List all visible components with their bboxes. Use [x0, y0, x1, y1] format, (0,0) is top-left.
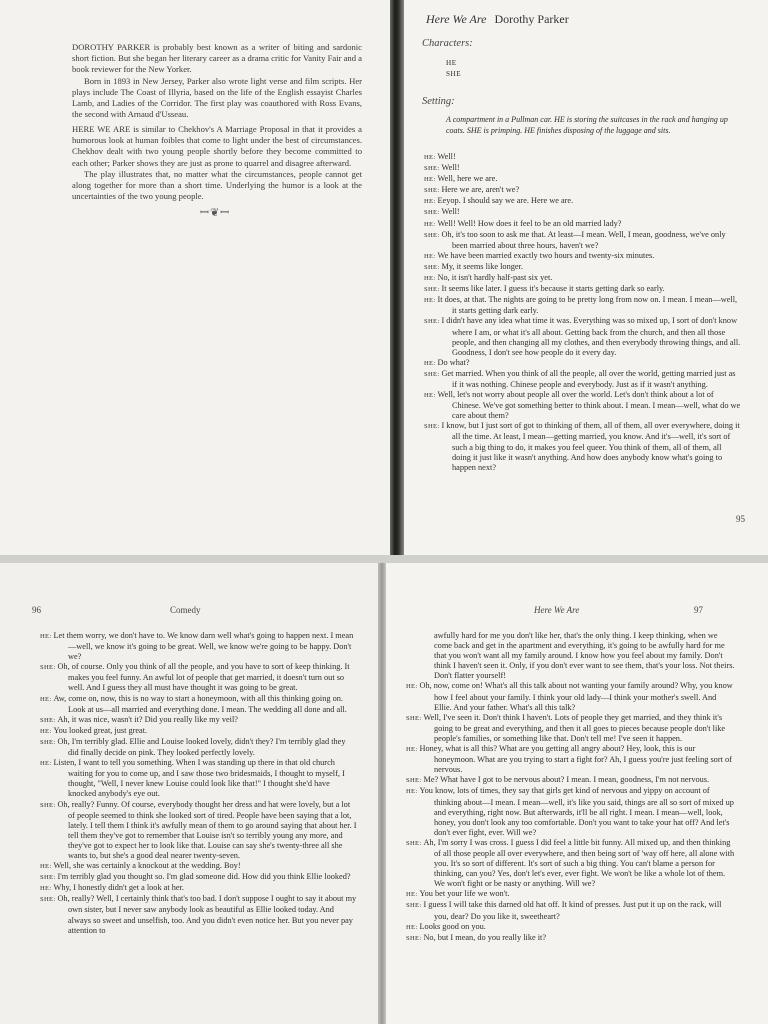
- dialogue-text: Looks good on you.: [419, 921, 486, 931]
- dialogue-text: I didn't have any idea what time it was. Everything was so mixed up, I sort of don't know where I am, or what it's all about. Getting back from the church, and then all those people, and then changing all my clothes, and then everybody throwing things, and all. Goodness, I don't see how people do it every day.: [441, 316, 741, 357]
- speaker-label: HE:: [424, 154, 438, 161]
- dialogue-line: [406, 933, 736, 944]
- dialogue-text: Well, let's not worry about people all over the world. Let's don't think about a lot of Chinese. We've got something better to think about. I mean. I mean—well, what do we care about them?: [437, 390, 741, 421]
- speaker-label: HE:: [40, 760, 54, 768]
- speaker-label: HE:: [406, 923, 420, 931]
- dialogue-line: [40, 715, 358, 726]
- speaker-label: SHE:: [424, 209, 442, 217]
- speaker-label: SHE:: [406, 839, 424, 847]
- play-title-header: [426, 12, 569, 27]
- character-list: [446, 58, 461, 80]
- dialogue-line: [406, 922, 736, 933]
- play-intro: [72, 124, 362, 202]
- speaker-label: HE:: [40, 885, 54, 893]
- bio-paragraph-2: Born in 1893 in New Jersey, Parker also wrote light verse and film scripts. Her plays include The Coast of Illyria, based on the life of the English essayist Charles Lamb, and Ladies of the Corridor. The first play was coauthored with Ross Evans, the second with Arnaud d'Usseau.: [72, 75, 362, 120]
- dialogue-line: [424, 369, 742, 390]
- dialogue-text: Oh, of course. Only you think of all the people, and you have to sort of keep thinking. It makes you feel funny. An awful lot of people that get married, it doesn't turn out so well. And I guess they all must have thought it was going to be great.: [57, 662, 350, 693]
- dialogue-line: [40, 883, 358, 894]
- dialogue-text: Get married. When you think of all the people, all over the world, getting married just as if it was nothing. Chinese people and everybody. Just as if it wasn't anything.: [441, 368, 736, 389]
- setting-description: A compartment in a Pullman car. HE is storing the suitcases in the rack and hanging up coats. SHE is primping. HE finishes disposing of the luggage and sits.: [446, 115, 728, 135]
- book-gutter: [378, 563, 386, 1024]
- speaker-label: SHE:: [424, 231, 442, 239]
- dialogue-text: Oh, really? Funny. Of course, everybody thought her dress and hat were lovely, but a lot of people seemed to think she looked sort of tired. People have been saying that a lot, lately. I tell them I think it's awfully mean of them to go around saying that about her. I tell them they've got to remember that Louise isn't so terribly young any more, and they've got to expect her to look like that. Louise can say she's twenty-three all she wants to, but she's a good deal nearer twenty-seven.: [57, 799, 357, 860]
- character-he: HE: [446, 59, 457, 67]
- speaker-label: HE:: [40, 633, 54, 640]
- dialogue-line: [40, 861, 358, 872]
- page-number: 96: [32, 605, 41, 615]
- speaker-label: HE:: [406, 683, 420, 691]
- dialogue-text: Oh, really? Well, I certainly think that's too bad. I don't suppose I ought to say it about my own sister, but I never saw anybody look as beautiful as Ellie looked today. And always so sweet and unselfish, too. And you didn't even notice her. But you never pay attention to: [57, 894, 357, 935]
- speaker-label: HE:: [406, 891, 420, 899]
- speaker-label: HE:: [424, 176, 438, 184]
- dialogue-text: Here we are, aren't we?: [441, 185, 520, 195]
- page-96: [0, 563, 378, 1024]
- characters-heading: Characters:: [422, 38, 473, 49]
- dialogue-line: [424, 196, 742, 207]
- character-she: SHE: [446, 70, 462, 78]
- dialogue-text: Well, here we are.: [437, 174, 498, 184]
- dialogue-text: It seems like later. I guess it's because it starts getting dark so early.: [441, 284, 665, 294]
- dialogue-text: Well, I've seen it. Don't think I haven't. Lots of people they get married, and they think it's going to be great and everything, and then it all goes to pieces because people don't like people's families, or something like that. Don't tell me! I've seen it happen.: [423, 712, 726, 743]
- dialogue-text: awfully hard for me you don't like her, that's the only thing. I keep thinking, when we come back and get in the apartment and everything, it's going to be awfully hard for me that you won't want all my family around. I know how you feel about my family. Don't think I haven't seen it. Only, if you don't ever want to see them, that's your loss. Not theirs. Don't flatter yourself!: [434, 631, 735, 681]
- dialogue-line: [424, 390, 742, 421]
- dialogue-text: It does, at that. The nights are going to be pretty long from now on. I mean. I mean—well, it starts getting dark early.: [437, 295, 738, 316]
- dialogue-line: [406, 631, 736, 681]
- intro-page: [0, 0, 390, 555]
- dialogue-line: [406, 681, 736, 712]
- dialogue-line: [406, 775, 736, 786]
- dialogue-text: Aw, come on, now, this is no way to start a honeymoon, with all this thinking going on. Look at us—all married and everything done. I mean. The wedding all done and all.: [53, 693, 347, 714]
- speaker-label: SHE:: [424, 370, 442, 378]
- dialogue-text: I guess I will take this darned old hat off. It kind of presses. Just put it up on the rack, will you, dear? Do you like it, sweetheart?: [423, 900, 722, 921]
- dialogue-96: [40, 631, 358, 936]
- dialogue-line: [406, 889, 736, 900]
- running-head: Comedy: [170, 605, 201, 615]
- dialogue-line: [424, 163, 742, 174]
- speaker-label: SHE:: [424, 165, 442, 173]
- dialogue-text: Well!: [437, 152, 456, 161]
- dialogue-line: [424, 273, 742, 284]
- speaker-label: SHE:: [406, 777, 424, 785]
- dialogue-text: Do what?: [437, 357, 470, 367]
- dialogue-text: Eeyop. I should say we are. Here we are.: [437, 196, 574, 206]
- speaker-label: HE:: [40, 863, 54, 871]
- speaker-label: SHE:: [40, 896, 58, 904]
- speaker-label: SHE:: [40, 716, 58, 724]
- dialogue-text: Ah, it was nice, wasn't it? Did you really like my veil?: [57, 714, 238, 724]
- dialogue-text: Oh, it's too soon to ask me that. At least—I mean. Well, I mean, goodness, we've only been married about three hours, haven't we?: [441, 229, 726, 250]
- dialogue-text: No, but I mean, do you really like it?: [423, 932, 547, 942]
- speaker-label: SHE:: [40, 738, 58, 746]
- dialogue-text: I know, but I just sort of got to thinking of them, all of them, all over everywhere, doing it all the time. At least, I mean—getting married, you know. And it's—well, it's sort of such a big thing to do, it makes you feel queer. You think of them, all of them, all doing it just like it wasn't anything. And how does anybody know what's going to happen next?: [441, 421, 740, 472]
- dialogue-line: [40, 694, 358, 715]
- speaker-label: SHE:: [424, 318, 442, 326]
- dialogue-line: [424, 295, 742, 316]
- speaker-label: HE:: [406, 746, 420, 754]
- dialogue-line: [406, 713, 736, 744]
- speaker-label: SHE:: [424, 286, 442, 294]
- page-separator: [0, 555, 768, 563]
- dialogue-text: Oh, I'm terribly glad. Ellie and Louise looked lovely, didn't they? I'm terribly glad they did finally decide on pink. They looked perfectly lovely.: [57, 736, 346, 758]
- speaker-label: SHE:: [424, 263, 442, 271]
- page-number: 97: [694, 605, 703, 615]
- speaker-label: SHE:: [40, 664, 58, 672]
- dialogue-text: You know, lots of times, they say that girls get kind of nervous and yippy on account of thinking about—I mean. I mean—well, it's like you said, things are all so sort of mixed up and everything, right now. But afterwards, it'll be all right. I mean. I mean—well, look, honey, you don't look any too comfortable. Don't you want to take your hat off? And let's don't ever fight, ever. Will we?: [419, 786, 734, 837]
- speaker-label: HE:: [424, 220, 438, 228]
- dialogue-text: You looked great, just great.: [53, 725, 148, 735]
- speaker-label: HE:: [424, 198, 438, 206]
- dialogue-line: [40, 737, 358, 758]
- dialogue-95: [424, 152, 742, 473]
- dialogue-line: [40, 726, 358, 737]
- speaker-label: HE:: [424, 297, 438, 305]
- page-95: [404, 0, 768, 555]
- dialogue-text: I'm terribly glad you thought so. I'm glad someone did. How did you think Ellie looked?: [57, 872, 351, 882]
- bio-paragraph: DOROTHY PARKER is probably best known as a writer of biting and sardonic short fiction. But she began her literary career as a drama critic for Vanity Fair and a book reviewer for the New Yorker.: [72, 42, 362, 75]
- dialogue-line: [424, 358, 742, 369]
- dialogue-line: [424, 219, 742, 230]
- dialogue-text: Ah, I'm sorry I was cross. I guess I did feel a little bit funny. All mixed up, and then thinking of all those people all over everywhere, and then being sort of 'way off here, all alone with you. It's so sort of different. It's sort of such a big thing. You can't blame a person for thinking, can you? Yes, don't let's ever, ever fight. We won't be like a whole lot of them. We won't fight or be nasty or anything. Will we?: [423, 837, 735, 889]
- dialogue-line: [424, 316, 742, 357]
- speaker-label: HE:: [424, 392, 438, 400]
- dialogue-line: [40, 872, 358, 883]
- dialogue-text: My, it seems like longer.: [441, 261, 523, 271]
- speaker-label: SHE:: [40, 874, 58, 882]
- speaker-label: HE:: [40, 727, 54, 735]
- speaker-label: SHE:: [406, 714, 424, 722]
- dialogue-line: [424, 421, 742, 472]
- speaker-label: SHE:: [424, 187, 442, 195]
- dialogue-line: [406, 744, 736, 775]
- dialogue-line: [406, 900, 736, 921]
- dialogue-text: Well, she was certainly a knockout at the wedding. Boy!: [53, 861, 241, 871]
- speaker-label: HE:: [40, 695, 54, 703]
- speaker-label: SHE:: [406, 934, 424, 942]
- speaker-label: SHE:: [424, 423, 442, 431]
- dialogue-line: [424, 152, 742, 163]
- dialogue-text: You bet your life we won't.: [419, 889, 510, 899]
- dialogue-line: [40, 631, 358, 662]
- speaker-label: HE:: [424, 359, 438, 367]
- dialogue-text: Why, I honestly didn't get a look at her.: [53, 883, 184, 893]
- dialogue-text: Let them worry, we don't have to. We know darn well what's going to happen next. I mean—well, we know it's going to be great. Well, we know we're going to be happy. Don't we?: [53, 631, 354, 662]
- dialogue-line: [40, 662, 358, 693]
- dialogue-line: [40, 894, 358, 935]
- dialogue-line: [40, 800, 358, 862]
- author-bio: [72, 42, 362, 120]
- dialogue-line: [406, 838, 736, 889]
- running-head: Here We Are: [534, 605, 580, 615]
- dialogue-line: [424, 262, 742, 273]
- play-author: Dorothy Parker: [494, 12, 569, 26]
- dialogue-line: [424, 230, 742, 251]
- speaker-label: HE:: [424, 275, 438, 283]
- dialogue-text: Listen, I want to tell you something. When I was standing up there in that old church waiting for you to come up, and I saw those two bridesmaids, I thought to myself, I thought, "Well, I never knew Louise could look like that!" I thought she'd have knocked anybody's eye out.: [53, 758, 345, 799]
- dialogue-line: [424, 174, 742, 185]
- page-number: 95: [736, 514, 745, 524]
- speaker-label: SHE:: [40, 801, 58, 809]
- dialogue-text: No, it isn't hardly half-past six yet.: [437, 273, 553, 283]
- dialogue-line: [424, 185, 742, 196]
- dialogue-line: [406, 786, 736, 837]
- dialogue-line: [424, 207, 742, 218]
- book-spine: [390, 0, 404, 555]
- speaker-label: HE:: [424, 252, 438, 260]
- dialogue-line: [424, 251, 742, 262]
- dialogue-text: Oh, now, come on! What's all this talk about not wanting your family around? Why, you know how I feel about your family. I think your old lady—I think your mother's swell. And Ellie. And your father. What's all this talk?: [419, 681, 733, 712]
- dialogue-text: Well! Well! How does it feel to be an old married lady?: [437, 218, 622, 228]
- dialogue-text: Well!: [441, 207, 460, 217]
- page-97: [386, 563, 768, 1024]
- dialogue-text: Honey, what is all this? What are you getting all angry about? Hey, look, this is our honeymoon. What are you trying to start a fight for? Ah, I guess you're just feeling sort of nervous.: [419, 744, 732, 775]
- dialogue-text: Me? What have I got to be nervous about? I mean. I mean, goodness, I'm not nervous.: [423, 775, 710, 785]
- about-paragraph-2: The play illustrates that, no matter what the circumstances, people cannot get along together for more than a short time. Underlying the humor is a look at the uncertainties of the two young people.: [72, 168, 362, 202]
- speaker-label: SHE:: [406, 902, 424, 910]
- dialogue-text: Well!: [441, 163, 460, 173]
- ornament-icon: ꟷ❦ꟷ: [200, 207, 231, 219]
- dialogue-97: [406, 631, 736, 944]
- dialogue-line: [424, 284, 742, 295]
- dialogue-text: We have been married exactly two hours and twenty-six minutes.: [437, 250, 655, 260]
- dialogue-line: [40, 758, 358, 799]
- play-title: Here We Are: [426, 12, 487, 26]
- about-paragraph: HERE WE ARE is similar to Chekhov's A Marriage Proposal in that it provides a humorous look at human foibles that come to light under the best of circumstances. Chekhov dealt with two young people shortly before they become committed to each other; Parker shows they are just as prone to quarrel and disagree afterward.: [72, 124, 362, 168]
- setting-heading: Setting:: [422, 96, 455, 107]
- speaker-label: HE:: [406, 788, 420, 796]
